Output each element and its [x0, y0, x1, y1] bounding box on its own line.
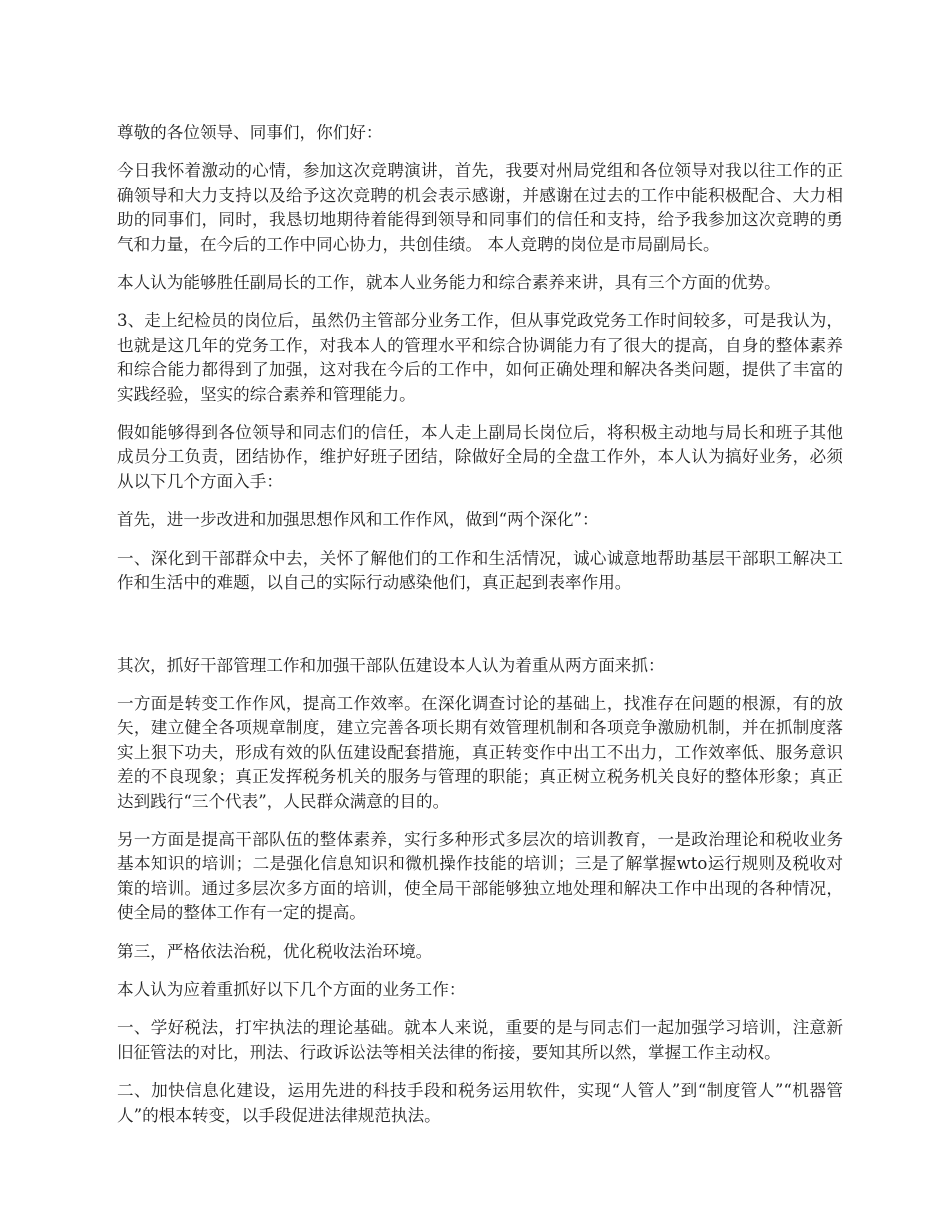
second-point-heading: 其次，抓好干部管理工作和加强干部队伍建设本人认为着重从两方面来抓：	[117, 655, 665, 675]
plan-intro-paragraph: 假如能够得到各位领导和同志们的信任，本人走上副局长岗位后，将积极主动地与局长和班子其他成员分工负责，团结协作，维护好班子团结，除做好全局的全盘工作外，本人认为搞好业务，必须从以下几个方面入手：	[117, 423, 843, 491]
business-intro-paragraph: 本人认为应着重抓好以下几个方面的业务工作：	[117, 979, 466, 999]
tax-law-item-paragraph: 一、学好税法，打牢执法的理论基础。就本人来说，重要的是与同志们一起加强学习培训，注意新旧征管法的对比，刑法、行政诉讼法等相关法律的衔接，要知其所以然，掌握工作主动权。	[117, 1018, 843, 1062]
work-style-paragraph: 一方面是转变工作作风，提高工作效率。在深化调查讨论的基础上，找准存在问题的根源，有的放矢，建立健全各项规章制度，建立完善各项长期有效管理机制和各项竞争激励机制，并在抓制度落实上狠下功夫，形成有效的队伍建设配套措施，真正转变作中出工不出力，工作效率低、服务意识差的不良现象；真正发挥税务机关的服务与管理的职能；真正树立税务机关良好的整体形象；真正达到践行“三个代表”，人民群众满意的目的。	[117, 693, 843, 811]
opening-paragraph: 今日我怀着激动的心情，参加这次竞聘演讲，首先，我要对州局党组和各位领导对我以往工作的正确领导和大力支持以及给予这次竞聘的机会表示感谢，并感谢在过去的工作中能积极配合、大力相助的同事们，同时，我恳切地期待着能得到领导和同事们的信任和支持，给予我参加这次竞聘的勇气和力量，在今后的工作中同心协力，共创佳绩。 本人竞聘的岗位是市局副局长。	[117, 161, 843, 254]
informatization-item-paragraph: 二、加快信息化建设，运用先进的科技手段和税务运用软件，实现“人管人”到“制度管人”“机器管人”的根本转变，以手段促进法律规范执法。	[117, 1081, 843, 1125]
document-body	[117, 121, 843, 1142]
deepen-item-paragraph: 一、深化到干部群众中去，关怀了解他们的工作和生活情况，诚心诚意地帮助基层干部职工解决工作和生活中的难题，以自己的实际行动感染他们，真正起到表率作用。	[117, 548, 843, 593]
greeting-paragraph: 尊敬的各位领导、同事们，你们好：	[117, 123, 383, 142]
third-point-heading: 第三，严格依法治税，优化税收法治环境。	[117, 941, 433, 961]
advantage-three-paragraph: 3、走上纪检员的岗位后，虽然仍主管部分业务工作，但从事党政党务工作时间较多，可是我认为，也就是这几年的党务工作，对我本人的管理水平和综合协调能力有了很大的提高，自身的整体素养和综合能力都得到了加强，这对我在今后的工作中，如何正确处理和解决各类问题，提供了丰富的实践经验，坚实的综合素养和管理能力。	[117, 311, 843, 404]
first-point-heading: 首先，进一步改进和加强思想作风和工作作风，做到“两个深化”：	[117, 510, 599, 530]
advantages-intro-paragraph: 本人认为能够胜任副局长的工作，就本人业务能力和综合素养来讲，具有三个方面的优势。	[117, 273, 781, 293]
training-paragraph: 另一方面是提高干部队伍的整体素养，实行多种形式多层次的培训教育，一是政治理论和税收业务基本知识的培训；二是强化信息知识和微机操作技能的培训；三是了解掌握wto运行规则及税收对策的培训。通过多层次多方面的培训，使全局干部能够独立地处理和解决工作中出现的各种情况，使全局的整体工作有一定的提高。	[117, 829, 843, 923]
